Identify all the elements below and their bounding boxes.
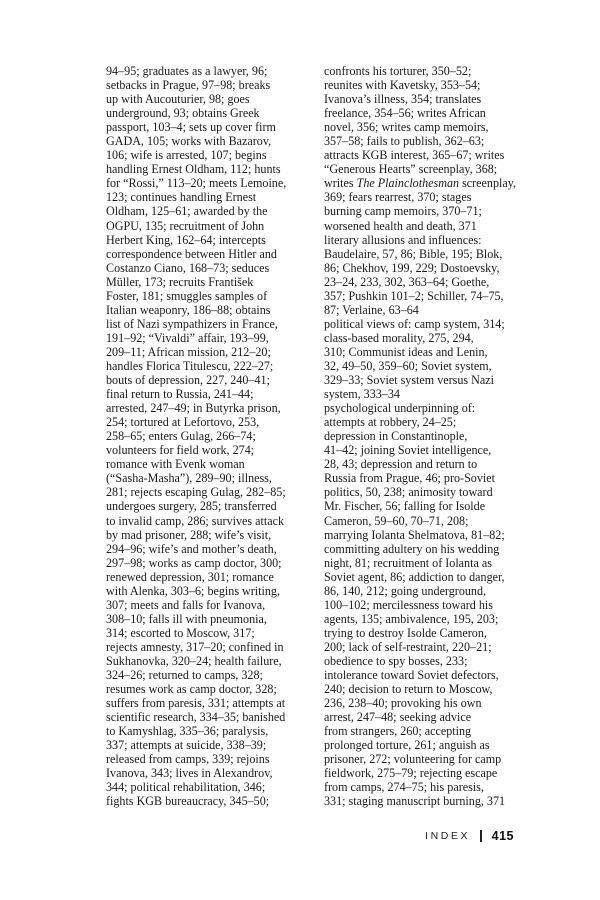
index-line: attracts KGB interest, 365–67; writes [324,148,505,163]
index-line: 200; lack of self-restraint, 220–21; [324,639,492,654]
index-line: setbacks in Prague, 97–98; breaks [106,78,271,93]
index-line: bouts of depression, 227, 240–41; [106,373,270,388]
index-entry-continued [106,64,318,808]
index-line: fieldwork, 275–79; rejecting escape [324,766,498,781]
index-line: 281; rejects escaping Gulag, 282–85; [106,485,286,500]
index-line: 254; tortured at Lefortovo, 253, [106,415,260,430]
index-line: Foster, 181; smuggles samples of [106,288,268,303]
index-entry [324,401,536,808]
index-line: 258–65; enters Gulag, 266–74; [106,429,256,444]
index-line: obedience to spy bosses, 233; [324,653,468,668]
index-line: Müller, 173; recruits František [106,274,254,289]
index-line: Costanzo Ciano, 168–73; seduces [106,260,270,275]
index-line: “Generous Hearts” screenplay, 368; [324,162,498,177]
index-line: fights KGB bureaucracy, 345–50; [106,794,270,809]
index-line: 297–98; works as camp doctor, 300; [106,555,282,570]
index-line: 209–11; African mission, 212–20; [106,344,271,359]
index-line: from strangers, 260; accepting [324,724,472,739]
index-line: rejects amnesty, 317–20; confined in [106,639,284,654]
index-line: suffers from paresis, 331; attempts at [106,696,286,711]
index-line: to invalid camp, 286; survives attack [106,513,285,528]
index-line: Cameron, 59–60, 70–71, 208; [324,513,469,528]
index-line: Ivanova, 343; lives in Alexandrov, [106,766,273,781]
index-line: 100–102; mercilessness toward his [324,597,493,612]
index-line: 314; escorted to Moscow, 317; [106,625,255,640]
index-column-right [324,64,536,808]
index-line: worsened health and death, 371 [324,218,477,233]
page-number: 415 [491,829,514,843]
index-line: 337; attempts at suicide, 338–39; [106,738,267,753]
index-line: OGPU, 135; recruitment of John [106,218,265,233]
index-line: night, 81; recruitment of Iolanta as [324,555,492,570]
index-line: renewed depression, 301; romance [106,569,274,584]
index-line: 41–42; joining Soviet intelligence, [324,443,492,458]
index-line: 240; decision to return to Moscow, [324,682,493,697]
index-line: up with Aucouturier, 98; goes [106,92,250,107]
index-line: 23–24, 233, 302, 363–64; Goethe, [324,274,490,289]
index-line: arrest, 247–48; seeking advice [324,710,472,725]
index-line: handles Florica Titulescu, 222–27; [106,358,274,373]
index-line: Oldham, 125–61; awarded by the [106,204,268,219]
index-line: 86, 140, 212; going underground, [324,583,487,598]
index-line: volunteers for field work, 274; [106,443,255,458]
index-line: 106; wife is arrested, 107; begins [106,148,267,163]
index-line: underground, 93; obtains Greek [106,106,260,121]
running-footer [425,829,514,843]
index-line: 357; Pushkin 101–2; Schiller, 74–75, [324,288,504,303]
index-line: final return to Russia, 241–44; [106,387,254,402]
index-line: prisoner, 272; volunteering for camp [324,752,502,767]
index-line: 294–96; wife’s and mother’s death, [106,541,277,556]
index-line: novel, 356; writes camp memoirs, [324,120,489,135]
index-line: Herbert King, 162–64; intercepts [106,232,266,247]
index-line: 307; meets and falls for Ivanova, [106,597,266,612]
index-entry [324,233,536,317]
index-line: Russia from Prague, 46; pro-Soviet [324,471,495,486]
index-line: 369; fears rearrest, 370; stages [324,190,472,205]
index-line: prolonged torture, 261; anguish as [324,738,490,753]
index-line: politics, 50, 238; animosity toward [324,485,493,500]
index-line: Soviet agent, 86; addiction to danger, [324,569,505,584]
index-line: literary allusions and influences: [324,232,482,247]
index-line: GADA, 105; works with Bazarov, [106,134,272,149]
index-line: Sukhanovka, 320–24; health failure, [106,653,282,668]
section-label: INDEX [425,830,471,842]
index-line: scientific research, 334–35; banished [106,710,286,725]
index-line: with Alenka, 303–6; begins writing, [106,583,281,598]
index-line: burning camp memoirs, 370–71; [324,204,482,219]
index-line: resumes work as camp doctor, 328; [106,682,277,697]
index-line: political views of: camp system, 314; [324,316,505,331]
index-column-left [106,64,318,808]
index-line: from camps, 274–75; his paresis, [324,780,484,795]
index-line: class-based morality, 275, 294, [324,330,474,345]
index-line: Baudelaire, 57, 86; Bible, 195; Blok, [324,246,503,261]
index-line: 123; continues handling Ernest [106,190,257,205]
index-line: agents, 135; ambivalence, 195, 203; [324,611,499,626]
index-line: by mad prisoner, 288; wife’s visit, [106,527,272,542]
index-line: freelance, 354–56; writes African [324,106,486,121]
index-line: system, 333–34 [324,387,400,402]
index-line: attempts at robbery, 24–25; [324,415,457,430]
index-line: psychological underpinning of: [324,401,476,416]
index-line: list of Nazi sympathizers in France, [106,316,278,331]
index-line: writes The Plainclothesman screenplay, [324,176,517,191]
index-line: Mr. Fischer, 56; falling for Isolde [324,499,486,514]
index-line: 86; Chekhov, 199, 229; Dostoevsky, [324,260,500,275]
index-line: romance with Evenk woman [106,457,245,472]
index-line: undergoes surgery, 285; transferred [106,499,277,514]
index-line: (“Sasha-Masha”), 289–90; illness, [106,471,272,486]
index-line: 324–26; returned to camps, 328; [106,668,263,683]
index-line: passport, 103–4; sets up cover firm [106,120,276,135]
index-line: committing adultery on his wedding [324,541,500,556]
index-line: 329–33; Soviet system versus Nazi [324,373,494,388]
index-line: Ivanova’s illness, 354; translates [324,92,482,107]
index-line: for “Rossi,” 113–20; meets Lemoine, [106,176,287,191]
index-line: intolerance toward Soviet defectors, [324,668,499,683]
index-line: depression in Constantinople, [324,429,468,444]
index-entry [324,317,536,401]
index-line: 331; staging manuscript burning, 371 [324,794,506,809]
index-line: arrested, 247–49; in Butyrka prison, [106,401,281,416]
index-line: to Kamyshlag, 335–36; paralysis, [106,724,269,739]
index-line: 236, 238–40; provoking his own [324,696,482,711]
index-line: 357–58; fails to publish, 362–63; [324,134,485,149]
index-line: 32, 49–50, 359–60; Soviet system, [324,358,492,373]
index-line: 28, 43; depression and return to [324,457,478,472]
index-entry [324,64,536,233]
index-line: handling Ernest Oldham, 112; hunts [106,162,281,177]
index-line: 87; Verlaine, 63–64 [324,302,419,317]
index-line: 191–92; “Vivaldi” affair, 193–99, [106,330,269,345]
index-line: 308–10; falls ill with pneumonia, [106,611,267,626]
index-line: correspondence between Hitler and [106,246,277,261]
index-line: 344; political rehabilitation, 346; [106,780,266,795]
index-line: marrying Iolanta Shelmatova, 81–82; [324,527,505,542]
index-line: released from camps, 339; rejoins [106,752,270,767]
index-line: 310; Communist ideas and Lenin, [324,344,488,359]
index-line: Italian weaponry, 186–88; obtains [106,302,271,317]
footer-divider [480,830,482,842]
index-line: trying to destroy Isolde Cameron, [324,625,487,640]
index-line: 94–95; graduates as a lawyer, 96; [106,64,268,78]
index-line: confronts his torturer, 350–52; [324,64,472,78]
index-line: reunites with Kavetsky, 353–54; [324,78,481,93]
